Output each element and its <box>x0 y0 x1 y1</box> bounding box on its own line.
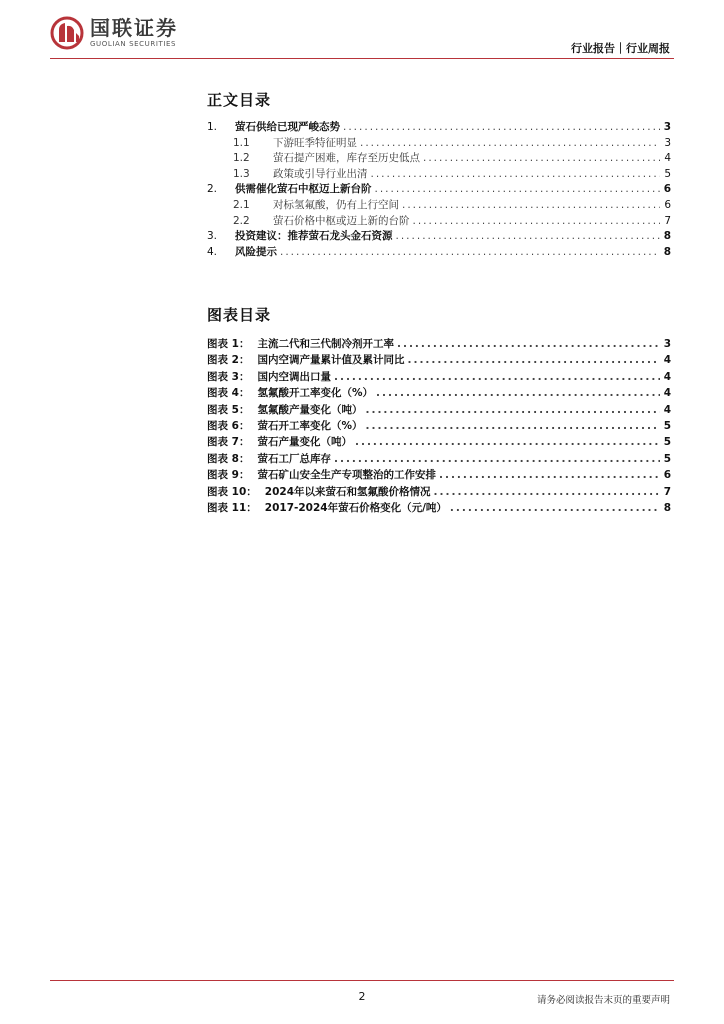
figure-entry[interactable] <box>207 336 671 352</box>
figure-page: 5 <box>663 452 671 465</box>
figure-title: 萤石开工率变化（%） <box>257 419 363 432</box>
toc-entry-page: 7 <box>664 214 671 227</box>
figure-number: 图表 7： <box>207 436 250 449</box>
figure-number: 图表 1： <box>207 338 250 350</box>
toc-entry-number: 1. <box>207 121 218 133</box>
company-logo <box>50 16 178 50</box>
figure-title: 氢氟酸产量变化（吨） <box>257 403 363 416</box>
figure-number: 图表 3： <box>207 370 250 383</box>
toc-leader-dots <box>375 182 661 198</box>
figure-page: 6 <box>663 469 671 482</box>
figure-number: 图表 11： <box>207 501 257 514</box>
toc-entry-title: 下游旺季特征明显 <box>273 136 357 149</box>
figure-page: 4 <box>663 387 671 400</box>
toc-section-entry[interactable] <box>207 120 671 136</box>
figure-entry[interactable] <box>207 369 671 385</box>
figure-page: 8 <box>663 501 671 514</box>
figure-title: 2017-2024年萤石价格变化（元/吨） <box>264 501 447 514</box>
figure-entry[interactable] <box>207 500 671 516</box>
page-number: 2 <box>358 990 366 1003</box>
page-header <box>0 0 724 62</box>
figure-page: 4 <box>663 370 671 383</box>
figure-number: 图表 2： <box>207 354 250 367</box>
logo-english-name: GUOLIAN SECURITIES <box>90 40 177 48</box>
figure-entry[interactable] <box>207 484 671 500</box>
toc-entry-number: 4. <box>207 245 218 258</box>
figures-list <box>207 336 671 516</box>
figure-page: 7 <box>663 485 671 498</box>
figure-entry[interactable] <box>207 418 671 434</box>
figure-title: 萤石工厂总库存 <box>257 452 331 465</box>
figure-title: 萤石矿山安全生产专项整治的工作安排 <box>257 469 436 482</box>
figure-entry[interactable] <box>207 385 671 401</box>
toc-section-entry[interactable] <box>207 229 671 245</box>
toc-leader-dots <box>396 229 661 245</box>
toc-leader-dots <box>343 120 660 136</box>
figure-title: 国内空调出口量 <box>257 370 331 383</box>
figure-leader-dots <box>439 467 660 483</box>
toc-section-entry[interactable] <box>207 182 671 198</box>
figure-page: 4 <box>663 354 671 367</box>
toc-subsection-entry[interactable] <box>207 136 671 152</box>
toc-entry-page: 4 <box>664 152 671 165</box>
figure-number: 图表 6： <box>207 419 250 432</box>
toc-leader-dots <box>280 245 660 261</box>
toc-entry-title: 萤石价格中枢或迈上新的台阶 <box>273 214 410 227</box>
figure-leader-dots <box>407 352 660 368</box>
toc-leader-dots <box>413 214 661 230</box>
toc-entry-number: 1.3 <box>233 167 250 180</box>
toc-entry-title: 萤石供给已现严峻态势 <box>235 121 340 133</box>
figure-page: 4 <box>663 403 671 416</box>
toc-entry-title: 风险提示 <box>235 245 277 258</box>
figure-number: 图表 9： <box>207 469 250 482</box>
toc-entry-page: 3 <box>664 136 671 149</box>
toc-entry-number: 2. <box>207 183 218 196</box>
figure-leader-dots <box>334 451 660 467</box>
figure-entry[interactable] <box>207 352 671 368</box>
figure-title: 主流二代和三代制冷剂开工率 <box>257 338 394 350</box>
toc-section-entry[interactable] <box>207 245 671 261</box>
toc-entry-number: 3. <box>207 230 218 243</box>
toc-entry-title: 萤石提产困难，库存至历史低点 <box>273 152 420 165</box>
figure-number: 图表 8： <box>207 452 250 465</box>
figure-title: 萤石产量变化（吨） <box>257 436 352 449</box>
toc-entry-number: 2.1 <box>233 198 250 211</box>
figure-leader-dots <box>334 369 660 385</box>
toc-entry-title: 对标氢氟酸，仍有上行空间 <box>273 198 399 211</box>
figure-number: 图表 10： <box>207 485 257 498</box>
toc-list <box>207 120 671 260</box>
figure-leader-dots <box>450 500 660 516</box>
figure-title: 国内空调产量累计值及累计同比 <box>257 354 405 367</box>
toc-entry-number: 1.1 <box>233 136 250 149</box>
figure-page: 3 <box>663 338 671 350</box>
toc-entry-title: 政策或引导行业出清 <box>273 167 368 180</box>
figures-title: 图表目录 <box>207 306 272 324</box>
figure-leader-dots <box>365 402 660 418</box>
figure-leader-dots <box>366 418 661 434</box>
toc-entry-page: 8 <box>663 245 671 258</box>
disclaimer-note: 请务必阅读报告末页的重要声明 <box>536 995 670 1006</box>
figure-leader-dots <box>355 434 660 450</box>
figure-number: 图表 4： <box>207 387 250 400</box>
figure-page: 5 <box>663 436 671 449</box>
figure-entry[interactable] <box>207 451 671 467</box>
figure-entry[interactable] <box>207 467 671 483</box>
toc-leader-dots <box>402 198 660 214</box>
toc-entry-page: 5 <box>664 167 671 180</box>
toc-entry-page: 8 <box>663 230 671 243</box>
toc-entry-title: 投资建议：推荐萤石龙头金石资源 <box>235 230 393 243</box>
toc-entry-number: 2.2 <box>233 214 250 227</box>
figure-entry[interactable] <box>207 434 671 450</box>
toc-entry-title: 供需催化萤石中枢迈上新台阶 <box>235 183 372 196</box>
figure-leader-dots <box>376 385 660 401</box>
toc-subsection-entry[interactable] <box>207 167 671 183</box>
toc-leader-dots <box>423 151 660 167</box>
toc-subsection-entry[interactable] <box>207 151 671 167</box>
toc-entry-page: 6 <box>664 198 671 211</box>
logo-chinese-name: 国联证券 <box>90 16 178 40</box>
toc-subsection-entry[interactable] <box>207 214 671 230</box>
toc-entry-page: 6 <box>663 183 671 196</box>
figure-leader-dots <box>434 484 660 500</box>
figure-title: 2024年以来萤石和氢氟酸价格情况 <box>264 485 431 498</box>
guolian-logo-icon <box>50 16 84 50</box>
toc-title: 正文目录 <box>207 91 272 109</box>
report-type: 行业报告｜行业周报 <box>571 42 670 55</box>
figure-title: 氢氟酸开工率变化（%） <box>257 387 373 400</box>
figure-page: 5 <box>663 419 671 432</box>
figure-entry[interactable] <box>207 402 671 418</box>
toc-subsection-entry[interactable] <box>207 198 671 214</box>
toc-entry-number: 1.2 <box>233 152 250 165</box>
header-divider <box>50 58 674 59</box>
footer-divider <box>50 980 674 981</box>
figure-number: 图表 5： <box>207 403 250 416</box>
figure-leader-dots <box>397 336 660 352</box>
toc-leader-dots <box>371 167 661 183</box>
toc-leader-dots <box>360 136 660 152</box>
toc-entry-page: 3 <box>663 121 671 133</box>
